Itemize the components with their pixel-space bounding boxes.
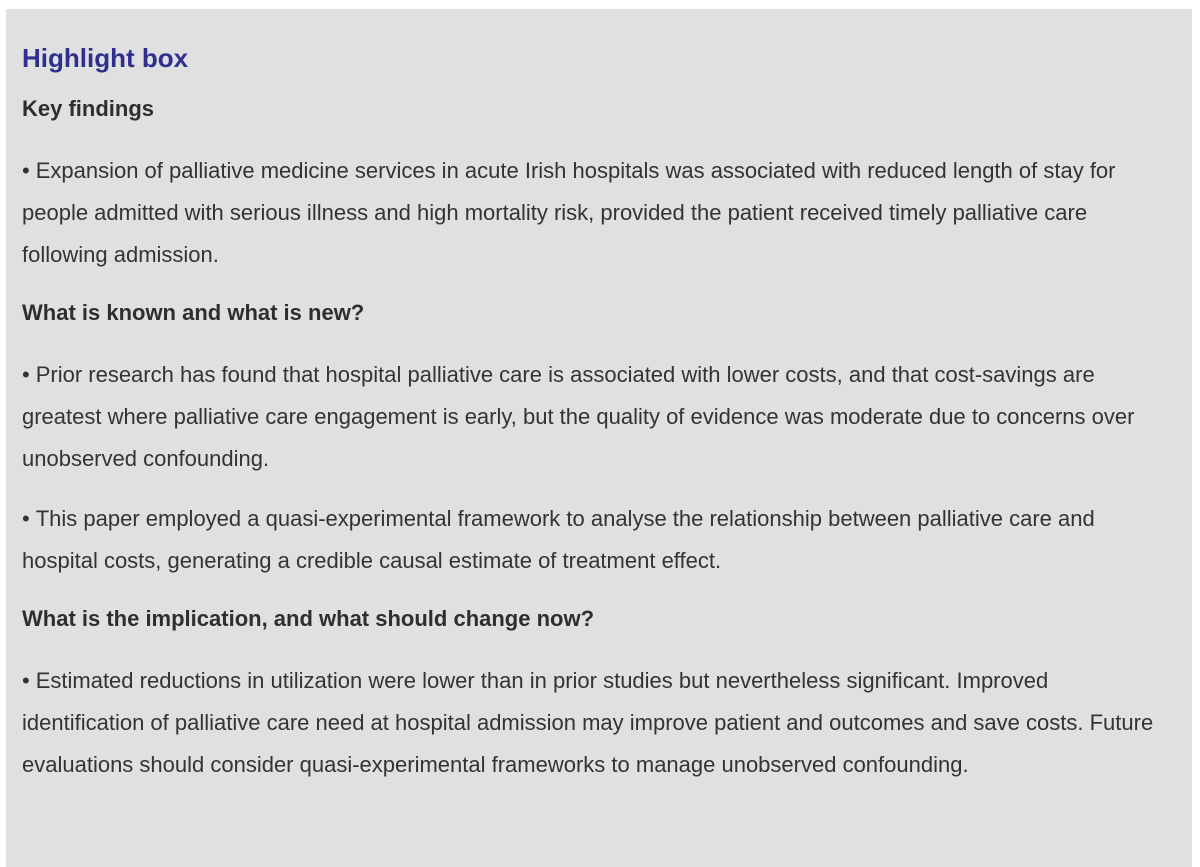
box-title: Highlight box <box>22 43 189 73</box>
bullet-icon: • <box>22 506 30 531</box>
section-heading-implication: What is the implication, and what should change now? <box>22 606 595 631</box>
highlight-box <box>6 9 1192 867</box>
bullet-icon: • <box>22 668 30 693</box>
bullet-text: Prior research has found that hospital palliative care is associated with lower costs, and that cost-savings are greatest where palliative care engagement is early, but the quality of evidence was moderate due to concerns over unobserved confounding. <box>22 362 1135 471</box>
section-heading-key-findings: Key findings <box>22 96 155 121</box>
bullet-paragraph <box>22 660 1176 786</box>
bullet-text: Expansion of palliative medicine services in acute Irish hospitals was associated with reduced length of stay for people admitted with serious illness and high mortality risk, provided the patient received timely palliative care following admission. <box>22 158 1116 267</box>
bullet-text: Estimated reductions in utilization were lower than in prior studies but nevertheless significant. Improved identification of palliative care need at hospital admission may improve patient and outcomes and save costs. Future evaluations should consider quasi-experimental frameworks to manage unobserved confounding. <box>22 668 1154 777</box>
section-heading-known-new: What is known and what is new? <box>22 300 365 325</box>
bullet-paragraph <box>22 150 1176 276</box>
bullet-text: This paper employed a quasi-experimental framework to analyse the relationship between palliative care and hospital costs, generating a credible causal estimate of treatment effect. <box>22 506 1095 573</box>
bullet-icon: • <box>22 362 30 387</box>
bullet-paragraph <box>22 354 1176 480</box>
bullet-icon: • <box>22 158 30 183</box>
bullet-paragraph <box>22 498 1176 582</box>
